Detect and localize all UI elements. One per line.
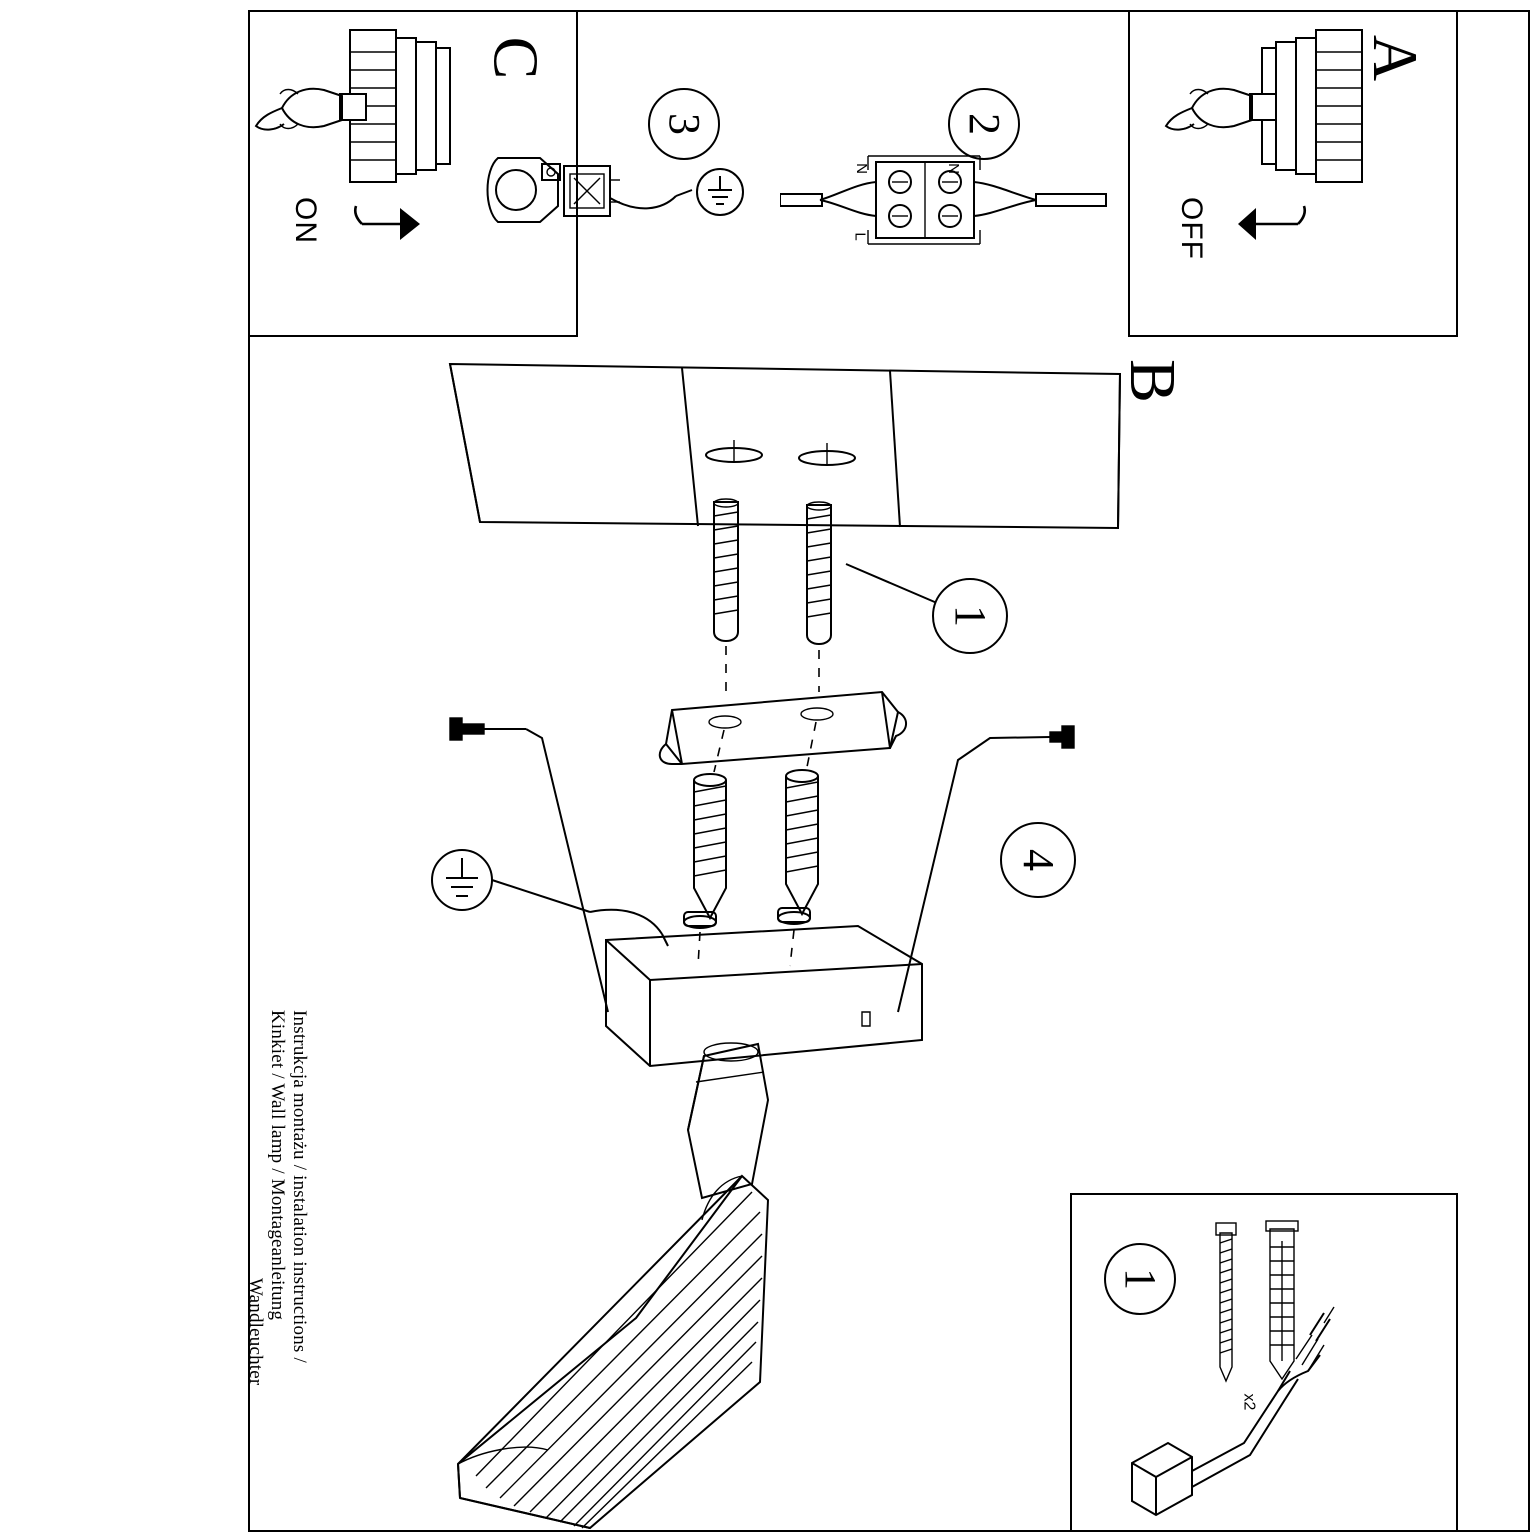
drill-holes [706,440,855,465]
wall-surface [450,364,1120,528]
panel-a-breaker-illustration [1130,12,1460,339]
panel-b-letter: B [1116,358,1190,404]
title-line-1: Instrukcja montażu / instalation instructions / [289,1010,310,1363]
panel-c-caption: ON [289,197,322,244]
grub-screw-left [450,718,526,740]
panel-a [1128,10,1458,337]
grub-screw-right [1050,726,1074,748]
panel-a-arrow [1238,206,1305,240]
panel-c-arrow [355,206,420,240]
callout-three: 3 [648,88,720,160]
lamp-arm [688,1043,768,1198]
wood-screw-left [684,774,726,928]
drill-icon [1132,1307,1334,1515]
title-block [245,1010,332,1530]
screw-icon [1216,1223,1236,1381]
panel-a-caption: OFF [1175,197,1208,260]
wall-plug-left [714,499,738,641]
terminal-label-L: L [851,232,869,241]
wall-plug-icon [1266,1221,1298,1379]
terminal-connector-illustration [480,140,780,270]
lamp-shade [458,1176,768,1528]
terminal-label-N: N [944,163,962,174]
callout-four: 4 [1000,822,1076,898]
parts-badge: 1 [1104,1243,1176,1315]
wood-screw-right [778,770,818,924]
terminal-label-N2: N [852,163,870,174]
callout-one-top: 1 [932,578,1008,654]
panel-parts-list [1070,1193,1458,1532]
wall-plug-right [807,502,831,644]
screw-quantity-label: x2 [1240,1393,1258,1411]
title-line-2: Kinkiet / Wall lamp / Montageanleitung [267,1010,288,1321]
panel-a-letter: A [1360,34,1432,82]
title-line-3: Wandleuchter [245,1278,266,1386]
callout-two: 2 [948,88,1020,160]
parts-illustration [1072,1195,1460,1534]
lamp-housing [590,910,922,1066]
earth-ground-symbol [432,850,590,912]
mounting-bracket [660,692,906,764]
panel-c-letter: C [480,36,552,80]
